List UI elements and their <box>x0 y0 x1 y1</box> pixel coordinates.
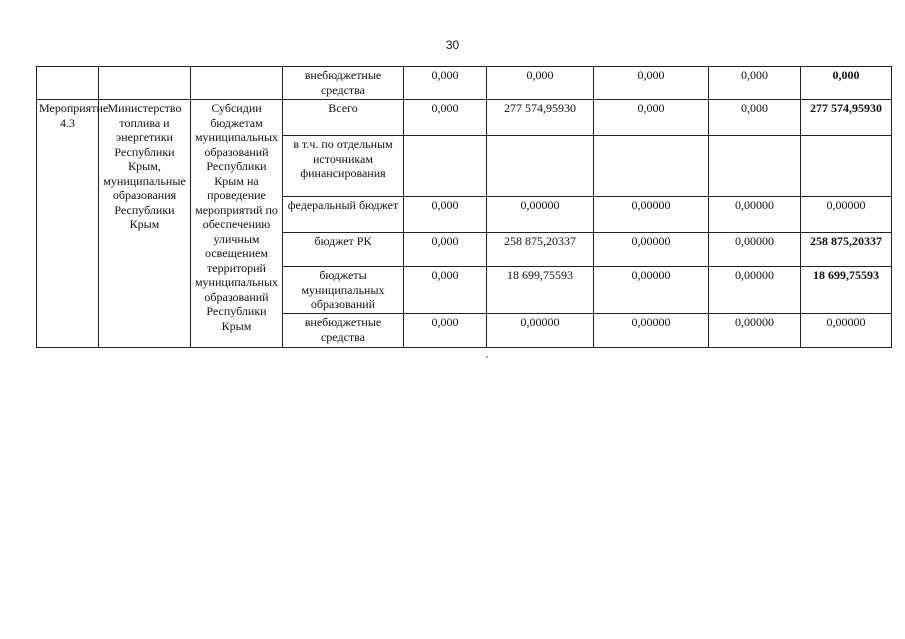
value-cell <box>709 136 801 197</box>
value-cell: 0,00000 <box>709 233 801 267</box>
page-number: 30 <box>445 38 460 52</box>
value-cell: 0,000 <box>594 67 709 100</box>
table-cell <box>37 67 99 100</box>
scan-speck <box>486 356 488 358</box>
executor-cell: Министерство топлива и энергетики Республики Крым, муниципальные образования Республики Крым <box>99 100 191 348</box>
value-cell: 0,00000 <box>594 314 709 348</box>
value-cell: 0,000 <box>709 100 801 136</box>
value-cell: 0,000 <box>594 100 709 136</box>
table-cell <box>191 67 283 100</box>
value-cell: 0,000 <box>404 267 487 314</box>
total-cell: 18 699,75593 <box>801 267 892 314</box>
description-cell: Субсидии бюджетам муниципальных образований Республики Крым на проведение мероприятий по обеспечению уличным освещением территорий муниципальных образований Республики Крым <box>191 100 283 348</box>
value-cell: 0,00000 <box>594 267 709 314</box>
source-cell: внебюджетные средства <box>283 67 404 100</box>
value-cell: 277 574,95930 <box>487 100 594 136</box>
source-cell: внебюджетные средства <box>283 314 404 348</box>
total-cell: 0,00000 <box>801 314 892 348</box>
total-cell: 277 574,95930 <box>801 100 892 136</box>
total-cell <box>801 136 892 197</box>
value-cell: 258 875,20337 <box>487 233 594 267</box>
value-cell: 0,00000 <box>594 233 709 267</box>
value-cell: 0,00000 <box>709 267 801 314</box>
total-cell: 0,00000 <box>801 197 892 233</box>
event-number-cell: Мероприятие 4.3 <box>37 100 99 348</box>
value-cell: 18 699,75593 <box>487 267 594 314</box>
value-cell: 0,00000 <box>709 197 801 233</box>
value-cell <box>404 136 487 197</box>
table-row <box>37 100 892 136</box>
value-cell: 0,000 <box>404 314 487 348</box>
value-cell: 0,000 <box>487 67 594 100</box>
source-cell: бюджет РК <box>283 233 404 267</box>
table-cell <box>99 67 191 100</box>
value-cell <box>487 136 594 197</box>
value-cell: 0,000 <box>404 67 487 100</box>
value-cell: 0,00000 <box>594 197 709 233</box>
total-cell: 0,000 <box>801 67 892 100</box>
value-cell: 0,00000 <box>487 314 594 348</box>
total-cell: 258 875,20337 <box>801 233 892 267</box>
value-cell: 0,000 <box>709 67 801 100</box>
value-cell: 0,00000 <box>487 197 594 233</box>
value-cell: 0,000 <box>404 197 487 233</box>
source-cell: федеральный бюджет <box>283 197 404 233</box>
value-cell: 0,000 <box>404 100 487 136</box>
table-row <box>37 67 892 100</box>
source-cell: в т.ч. по отдельным источникам финансирования <box>283 136 404 197</box>
budget-table <box>36 66 892 348</box>
source-cell: Всего <box>283 100 404 136</box>
value-cell: 0,00000 <box>709 314 801 348</box>
value-cell: 0,000 <box>404 233 487 267</box>
source-cell: бюджеты муниципальных образований <box>283 267 404 314</box>
value-cell <box>594 136 709 197</box>
